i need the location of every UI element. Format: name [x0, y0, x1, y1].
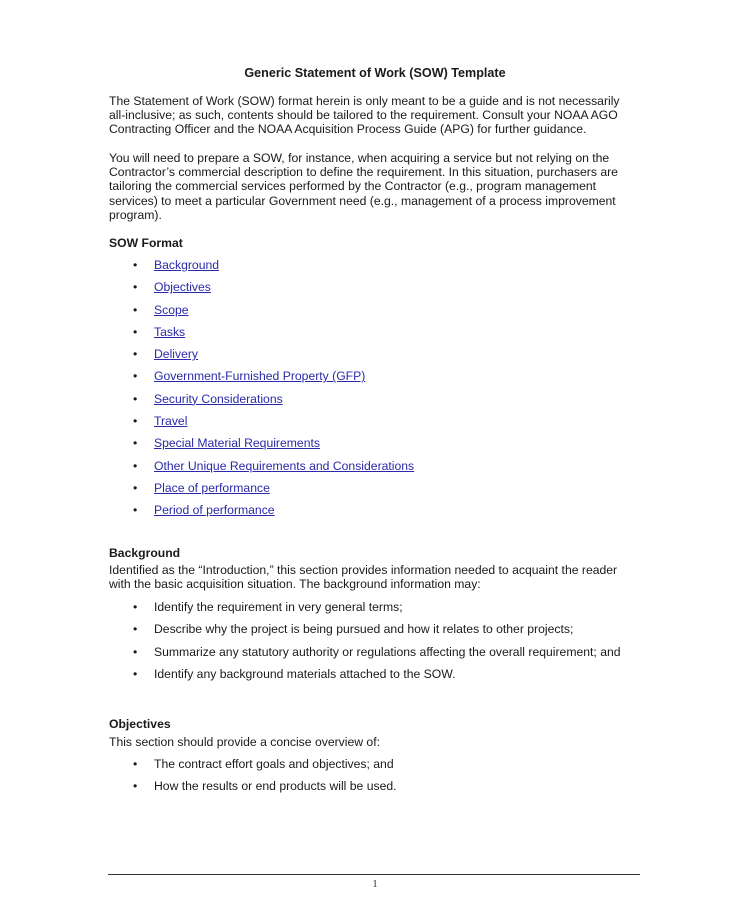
bullet-icon: • [133, 302, 138, 317]
bullet-icon: • [133, 480, 138, 495]
bullet-icon: • [133, 258, 138, 272]
list-item [109, 325, 414, 347]
objectives-heading: Objectives [109, 717, 171, 731]
document-title: Generic Statement of Work (SOW) Template [244, 66, 506, 80]
list-item [109, 481, 414, 503]
list-item [109, 757, 397, 779]
bullet-icon: • [133, 280, 138, 295]
bullet-icon: • [133, 436, 138, 451]
link-delivery[interactable]: Delivery [154, 347, 199, 362]
footer-divider [108, 874, 640, 875]
bullet-icon: • [133, 622, 138, 637]
intro-paragraph-1: The Statement of Work (SOW) format herein is only meant to be a guide and is not necessarily all-inclusive; as such, contents should be tailored to the requirement. Consult your NOAA AGO Contracting Officer and the NOAA Acquisition Process Guide (APG) for further guidance. [109, 94, 620, 137]
list-item [109, 459, 414, 481]
bullet-icon: • [133, 414, 138, 429]
bullet-icon: • [133, 757, 138, 771]
list-item [109, 258, 414, 280]
bullet-icon: • [133, 600, 138, 614]
background-paragraph: Identified as the “Introduction,” this section provides information needed to acquaint the reader with the basic acquisition situation. The background information may: [109, 563, 618, 592]
link-other-unique-requirements[interactable]: Other Unique Requirements and Considerations [154, 458, 415, 473]
bullet-icon: • [133, 779, 138, 794]
page-number: 1 [372, 878, 378, 890]
list-item-text: Summarize any statutory authority or regulations affecting the overall requirement; and [154, 644, 621, 659]
sow-format-heading: SOW Format [109, 236, 183, 250]
list-item-text: Identify the requirement in very general terms; [154, 600, 403, 614]
background-list [109, 600, 621, 689]
link-objectives[interactable]: Objectives [154, 280, 211, 295]
objectives-paragraph: This section should provide a concise overview of: [109, 735, 380, 749]
bullet-icon: • [133, 644, 138, 659]
list-item [109, 414, 414, 436]
link-gfp[interactable]: Government-Furnished Property (GFP) [154, 369, 366, 384]
bullet-icon: • [133, 369, 138, 384]
link-special-material-requirements[interactable]: Special Material Requirements [154, 436, 320, 451]
list-item [109, 280, 414, 302]
objectives-list [109, 757, 397, 802]
link-travel[interactable]: Travel [154, 414, 188, 429]
list-item [109, 779, 397, 801]
bullet-icon: • [133, 503, 138, 518]
link-scope[interactable]: Scope [154, 302, 189, 317]
list-item [109, 600, 621, 622]
list-item-text: Describe why the project is being pursued and how it relates to other projects; [154, 622, 574, 637]
bullet-icon: • [133, 391, 138, 406]
sow-format-link-list [109, 258, 414, 526]
background-heading: Background [109, 546, 181, 560]
list-item [109, 667, 621, 689]
bullet-icon: • [133, 666, 138, 681]
list-item [109, 347, 414, 369]
bullet-icon: • [133, 347, 138, 362]
list-item-text: How the results or end products will be used. [154, 779, 397, 794]
link-place-of-performance[interactable]: Place of performance [154, 480, 270, 495]
link-period-of-performance[interactable]: Period of performance [154, 503, 275, 518]
list-item [109, 392, 414, 414]
bullet-icon: • [133, 324, 138, 339]
list-item [109, 436, 414, 458]
list-item [109, 622, 621, 644]
list-item-text: The contract effort goals and objectives; and [154, 757, 394, 771]
list-item [109, 369, 414, 391]
link-background[interactable]: Background [154, 258, 220, 272]
list-item [109, 645, 621, 667]
bullet-icon: • [133, 458, 138, 473]
list-item [109, 503, 414, 525]
list-item-text: Identify any background materials attached to the SOW. [154, 666, 456, 681]
link-security-considerations[interactable]: Security Considerations [154, 391, 283, 406]
link-tasks[interactable]: Tasks [154, 324, 186, 339]
list-item [109, 303, 414, 325]
intro-paragraph-2: You will need to prepare a SOW, for instance, when acquiring a service but not relying on the Contractor’s commercial description to define the requirement. In this situation, purchasers are tailoring the commercial services performed by the Contractor (e.g., program management services) to meet a particular Government need (e.g., management of a process improvement program). [109, 151, 618, 222]
